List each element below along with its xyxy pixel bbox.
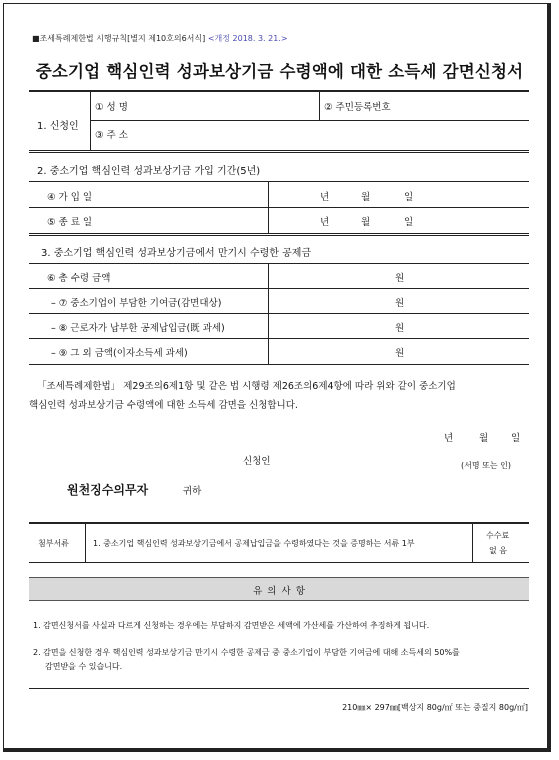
total-amount-label: ⑥ 총 수령 금액	[47, 273, 111, 284]
join-date-label: ④ 가 입 일	[47, 192, 93, 203]
end-date-label: ⑤ 종 료 일	[47, 217, 93, 228]
payout-header-rule	[29, 263, 529, 264]
section1-bottom-rule	[29, 150, 529, 151]
note-item-2-line-1: 2. 감면을 신청한 경우 핵심인력 성과보상기금 만기시 수령한 공제금 중 중소기업이 부담한 기여금에 대해 소득세의 50%를	[33, 648, 460, 657]
page-title: 중소기업 핵심인력 성과보상기금 수령액에 대한 소득세 감면신청서	[35, 62, 524, 81]
note-item-1: 1. 감면신청서를 사실과 다르게 신청하는 경우에는 부담하지 감면받은 세액에 가산세를 가산하여 추징하게 됩니다.	[33, 621, 430, 630]
signature-field[interactable]: (서명 또는 인)	[461, 461, 511, 470]
total-amount-unit[interactable]: 원	[395, 273, 405, 284]
attachments-col-divider-1	[85, 523, 86, 563]
date-year[interactable]: 년	[444, 433, 454, 444]
attachments-label: 첨부서류	[38, 539, 69, 548]
payout-section-label: 3. 중소기업 핵심인력 성과보상기금에서 만기시 수령한 공제금	[41, 248, 312, 259]
revision-note: <개정 2018. 3. 21.>	[207, 34, 288, 43]
other-amount-unit[interactable]: 원	[395, 348, 405, 359]
date-month[interactable]: 월	[479, 433, 489, 444]
payout-row-divider-2	[29, 313, 529, 314]
applicant-row-divider	[91, 120, 529, 121]
applicant-section-label: 1. 신청인	[37, 121, 79, 132]
section2-bottom-rule	[29, 233, 529, 234]
employer-contribution-unit[interactable]: 원	[395, 298, 405, 309]
top-rule	[29, 90, 529, 92]
payout-row-divider-1	[29, 288, 529, 289]
join-date-month[interactable]: 월	[361, 192, 371, 203]
attachments-bottom-rule	[29, 562, 529, 563]
section2-top-rule	[29, 152, 529, 153]
other-amount-label: – ⑨ 그 외 금액(이자소득세 과세)	[51, 348, 188, 359]
period-section-label: 2. 중소기업 핵심인력 성과보상기금 가입 기간(5년)	[37, 166, 261, 177]
attachment-item: 1. 중소기업 핵심인력 성과보상기금에서 공제납입금을 수령하였다는 것을 증명하는 서류 1부	[93, 539, 415, 548]
period-row-divider	[29, 207, 529, 208]
paper-spec: 210㎜× 297㎜[백상지 80g/㎡ 또는 중질지 80g/㎡]	[342, 703, 528, 712]
employer-contribution-label: – ⑦ 중소기업이 부담한 기여금(감면대상)	[51, 298, 222, 309]
end-date-day[interactable]: 일	[404, 217, 414, 228]
rrn-field[interactable]: ② 주민등록번호	[324, 102, 391, 113]
address-field[interactable]: ③ 주 소	[95, 130, 128, 141]
attachments-top-rule	[29, 522, 529, 524]
end-date-month[interactable]: 월	[361, 217, 371, 228]
notes-bottom-rule	[29, 688, 529, 689]
period-header-rule	[29, 181, 529, 182]
rrn-col-divider	[319, 91, 320, 120]
fee-value: 없 음	[489, 546, 507, 555]
employee-payment-unit[interactable]: 원	[395, 323, 405, 334]
payout-row-divider-3	[29, 338, 529, 339]
join-date-year[interactable]: 년	[320, 192, 330, 203]
employee-payment-label: – ⑧ 근로자가 납부한 공제납입금(既 과세)	[51, 323, 225, 334]
recipient-honorific: 귀하	[183, 486, 202, 497]
section3-bottom-rule	[29, 364, 529, 365]
applicant-col-divider	[90, 91, 91, 150]
statement-line-1: 「조세특례제한법」 제29조의6제1항 및 같은 법 시행령 제26조의6제4항에 따라 위와 같이 중소기업	[37, 381, 456, 392]
law-reference	[32, 33, 288, 44]
notes-header: 유 의 사 항	[253, 586, 306, 597]
name-field[interactable]: ① 성 명	[95, 102, 128, 113]
recipient-label: 원천징수의무자	[67, 483, 149, 497]
date-day[interactable]: 일	[511, 433, 521, 444]
fee-label: 수수료	[486, 531, 510, 540]
statement-line-2: 핵심인력 성과보상기금 수령액에 대한 소득세 감면을 신청합니다.	[29, 400, 298, 411]
applicant-sign-label: 신청인	[243, 456, 271, 467]
join-date-day[interactable]: 일	[404, 192, 414, 203]
note-item-2-line-2: 감면받을 수 있습니다.	[45, 662, 123, 671]
law-reference-text: ■조세특례제한법 시행규칙[별지 제10호의6서식]	[32, 34, 206, 43]
section3-top-rule	[29, 235, 529, 236]
attachments-col-divider-2	[472, 523, 473, 563]
end-date-year[interactable]: 년	[320, 217, 330, 228]
